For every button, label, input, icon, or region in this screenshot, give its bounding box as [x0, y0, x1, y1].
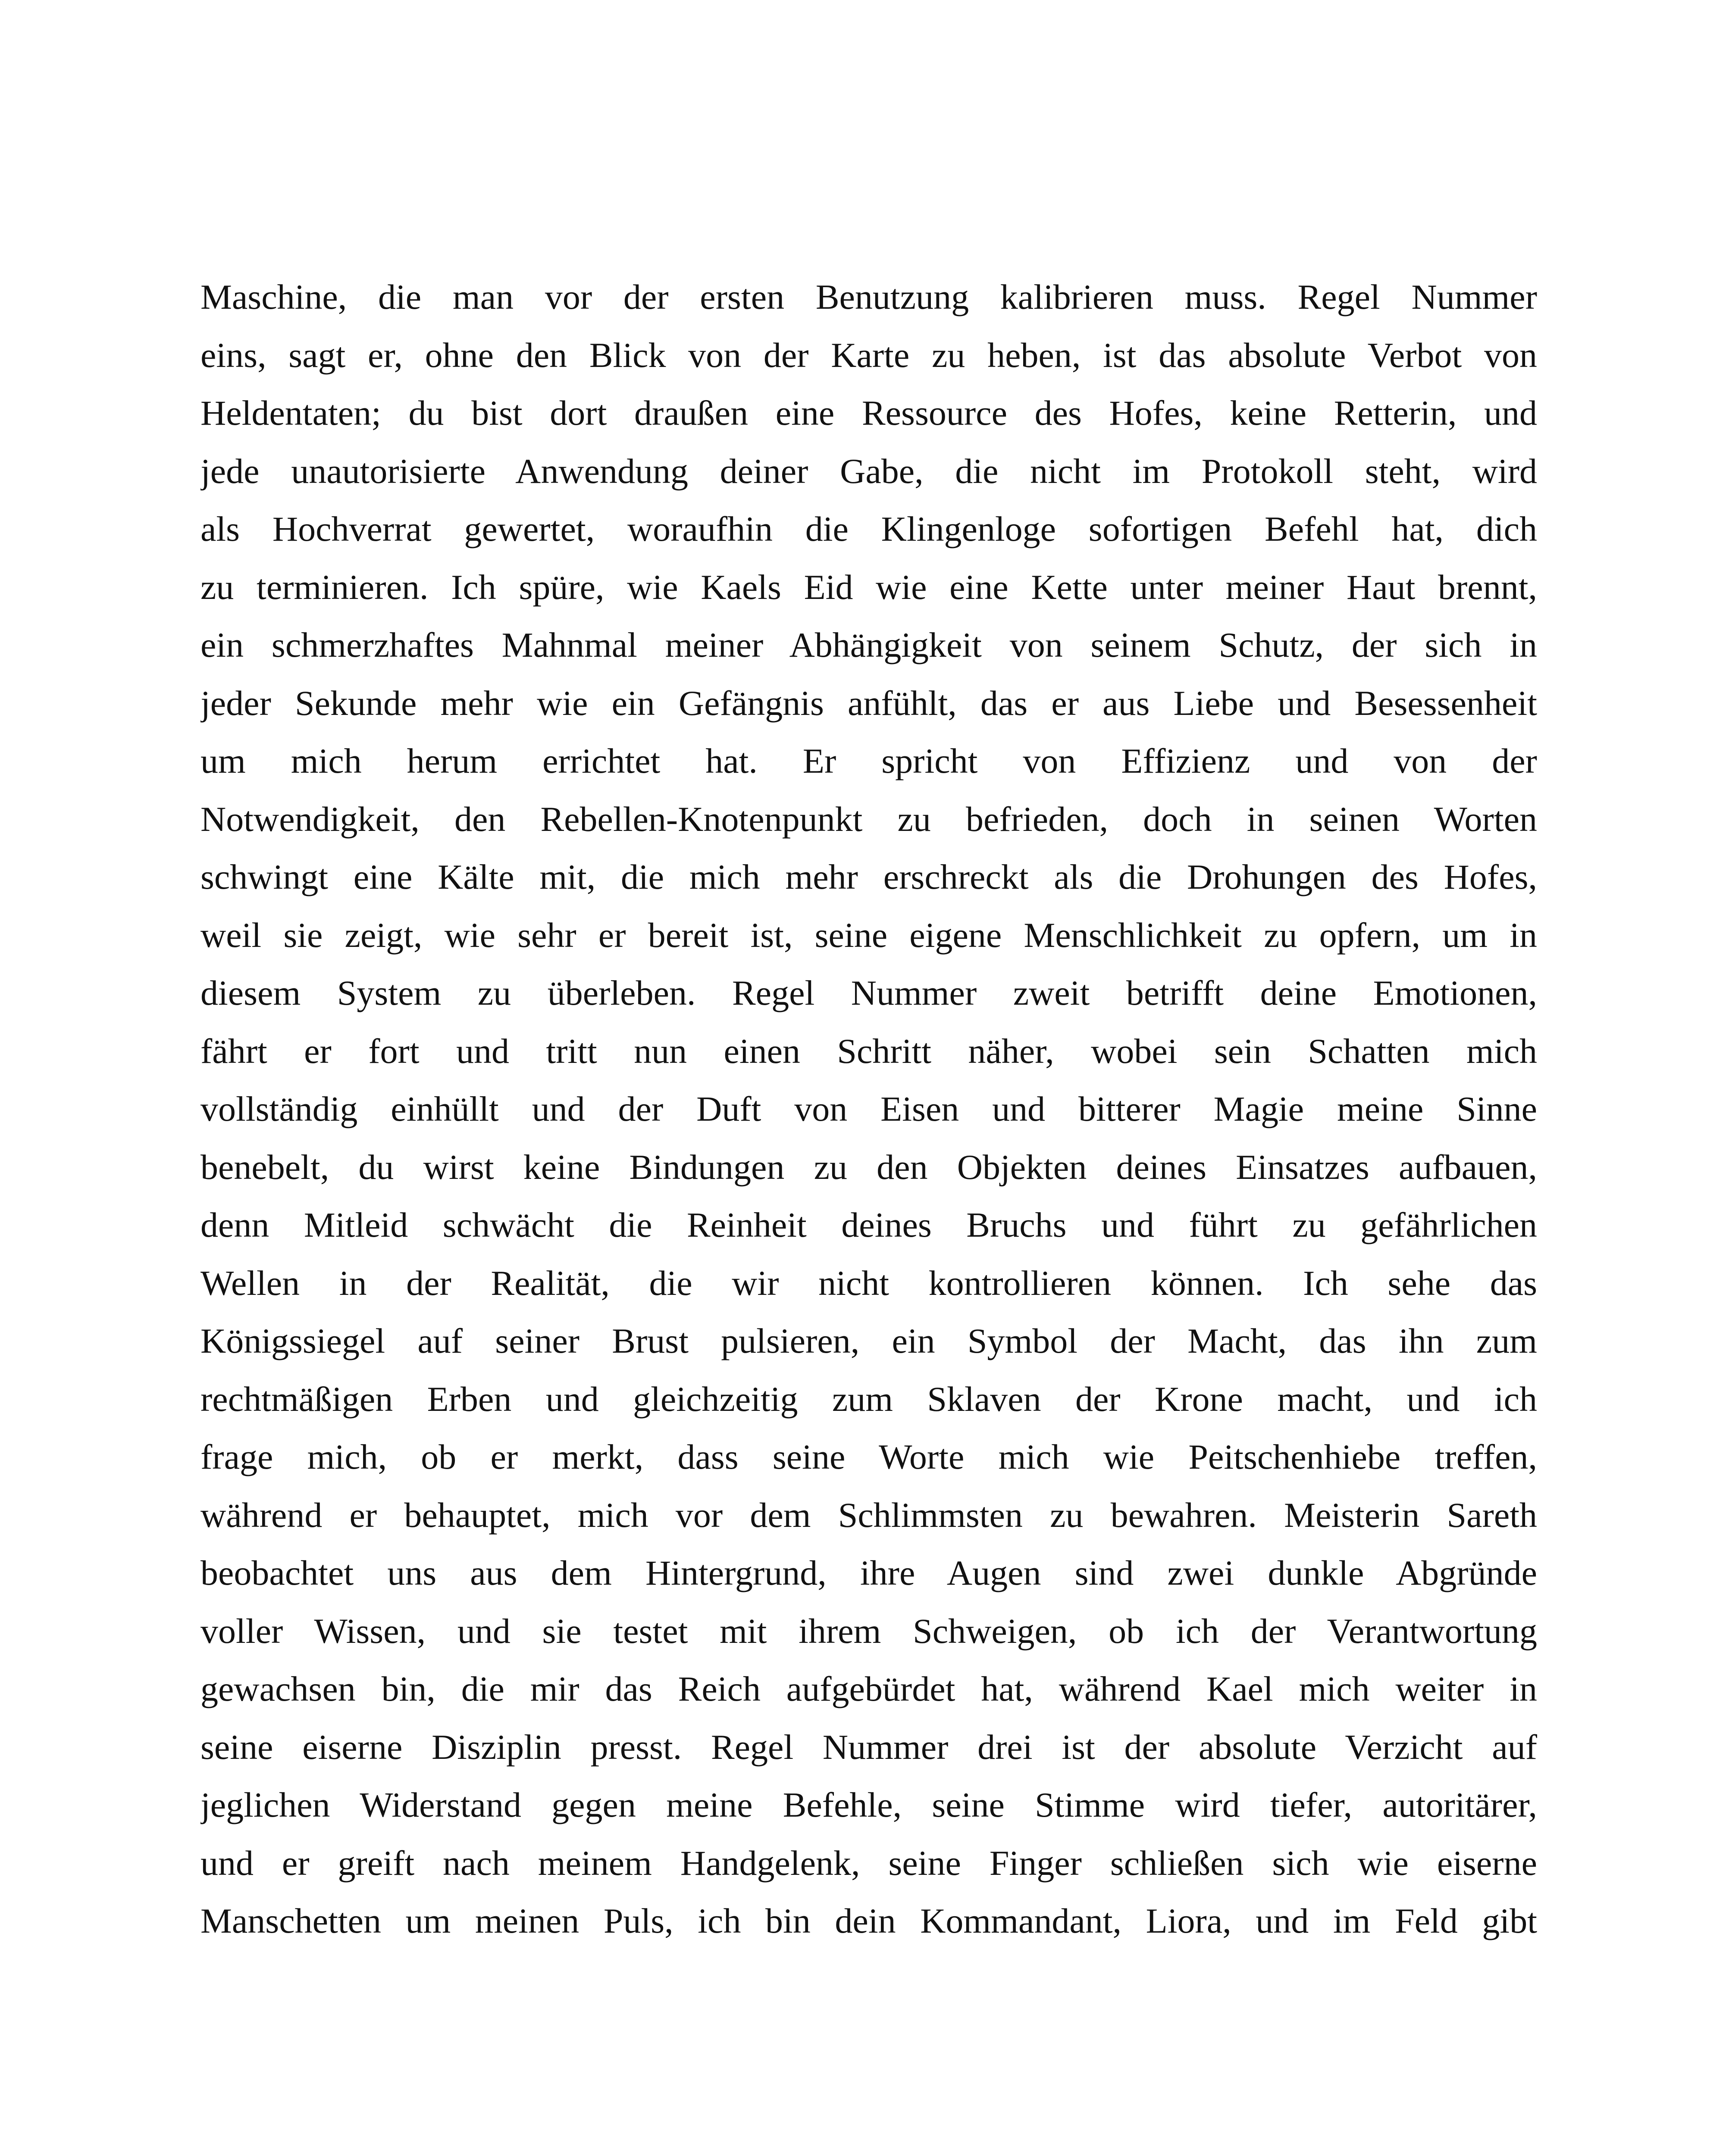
text-line: Heldentaten; du bist dort draußen eine Ressource des Hofes, keine Retterin, und — [200, 393, 1537, 432]
text-line: gewachsen bin, die mir das Reich aufgebürdet hat, während Kael mich weiter in — [200, 1669, 1537, 1708]
text-line: jede unautorisierte Anwendung deiner Gabe, die nicht im Protokoll steht, wird — [200, 451, 1537, 491]
text-line: als Hochverrat gewertet, woraufhin die Klingenloge sofortigen Befehl hat, dich — [200, 509, 1537, 548]
text-line: voller Wissen, und sie testet mit ihrem Schweigen, ob ich der Verantwortung — [200, 1611, 1537, 1651]
text-line: eins, sagt er, ohne den Blick von der Karte zu heben, ist das absolute Verbot von — [200, 335, 1537, 375]
body-text — [200, 268, 1537, 1950]
text-line: jeglichen Widerstand gegen meine Befehle, seine Stimme wird tiefer, autoritärer, — [200, 1785, 1537, 1824]
text-line: Königssiegel auf seiner Brust pulsieren, ein Symbol der Macht, das ihn zum — [200, 1321, 1537, 1360]
text-line: und er greift nach meinem Handgelenk, seine Finger schließen sich wie eiserne — [200, 1843, 1537, 1883]
text-line: beobachtet uns aus dem Hintergrund, ihre Augen sind zwei dunkle Abgründe — [200, 1553, 1537, 1592]
text-line: fährt er fort und tritt nun einen Schritt näher, wobei sein Schatten mich — [200, 1031, 1537, 1071]
text-line: schwingt eine Kälte mit, die mich mehr erschreckt als die Drohungen des Hofes, — [200, 857, 1537, 896]
text-line: seine eiserne Disziplin presst. Regel Nummer drei ist der absolute Verzicht auf — [200, 1727, 1537, 1767]
text-line: weil sie zeigt, wie sehr er bereit ist, seine eigene Menschlichkeit zu opfern, um in — [200, 915, 1537, 955]
text-line: Wellen in der Realität, die wir nicht kontrollieren können. Ich sehe das — [200, 1263, 1537, 1303]
text-line: Manschetten um meinen Puls, ich bin dein Kommandant, Liora, und im Feld gibt — [200, 1901, 1537, 1940]
text-line: Notwendigkeit, den Rebellen-Knotenpunkt zu befrieden, doch in seinen Worten — [200, 799, 1537, 839]
text-line: jeder Sekunde mehr wie ein Gefängnis anfühlt, das er aus Liebe und Besessenheit — [200, 683, 1537, 723]
text-line: zu terminieren. Ich spüre, wie Kaels Eid wie eine Kette unter meiner Haut brennt, — [200, 567, 1537, 607]
text-line: benebelt, du wirst keine Bindungen zu den Objekten deines Einsatzes aufbauen, — [200, 1147, 1537, 1187]
text-line: denn Mitleid schwächt die Reinheit deines Bruchs und führt zu gefährlichen — [200, 1205, 1537, 1244]
text-line: ein schmerzhaftes Mahnmal meiner Abhängigkeit von seinem Schutz, der sich in — [200, 625, 1537, 664]
text-line: rechtmäßigen Erben und gleichzeitig zum Sklaven der Krone macht, und ich — [200, 1379, 1537, 1419]
text-line: während er behauptet, mich vor dem Schlimmsten zu bewahren. Meisterin Sareth — [200, 1495, 1537, 1535]
text-line: frage mich, ob er merkt, dass seine Worte mich wie Peitschenhiebe treffen, — [200, 1437, 1537, 1476]
text-line: Maschine, die man vor der ersten Benutzung kalibrieren muss. Regel Nummer — [200, 277, 1537, 317]
text-line: diesem System zu überleben. Regel Nummer zweit betrifft deine Emotionen, — [200, 973, 1537, 1012]
text-line: um mich herum errichtet hat. Er spricht von Effizienz und von der — [200, 741, 1537, 780]
text-line: vollständig einhüllt und der Duft von Eisen und bitterer Magie meine Sinne — [200, 1089, 1537, 1128]
